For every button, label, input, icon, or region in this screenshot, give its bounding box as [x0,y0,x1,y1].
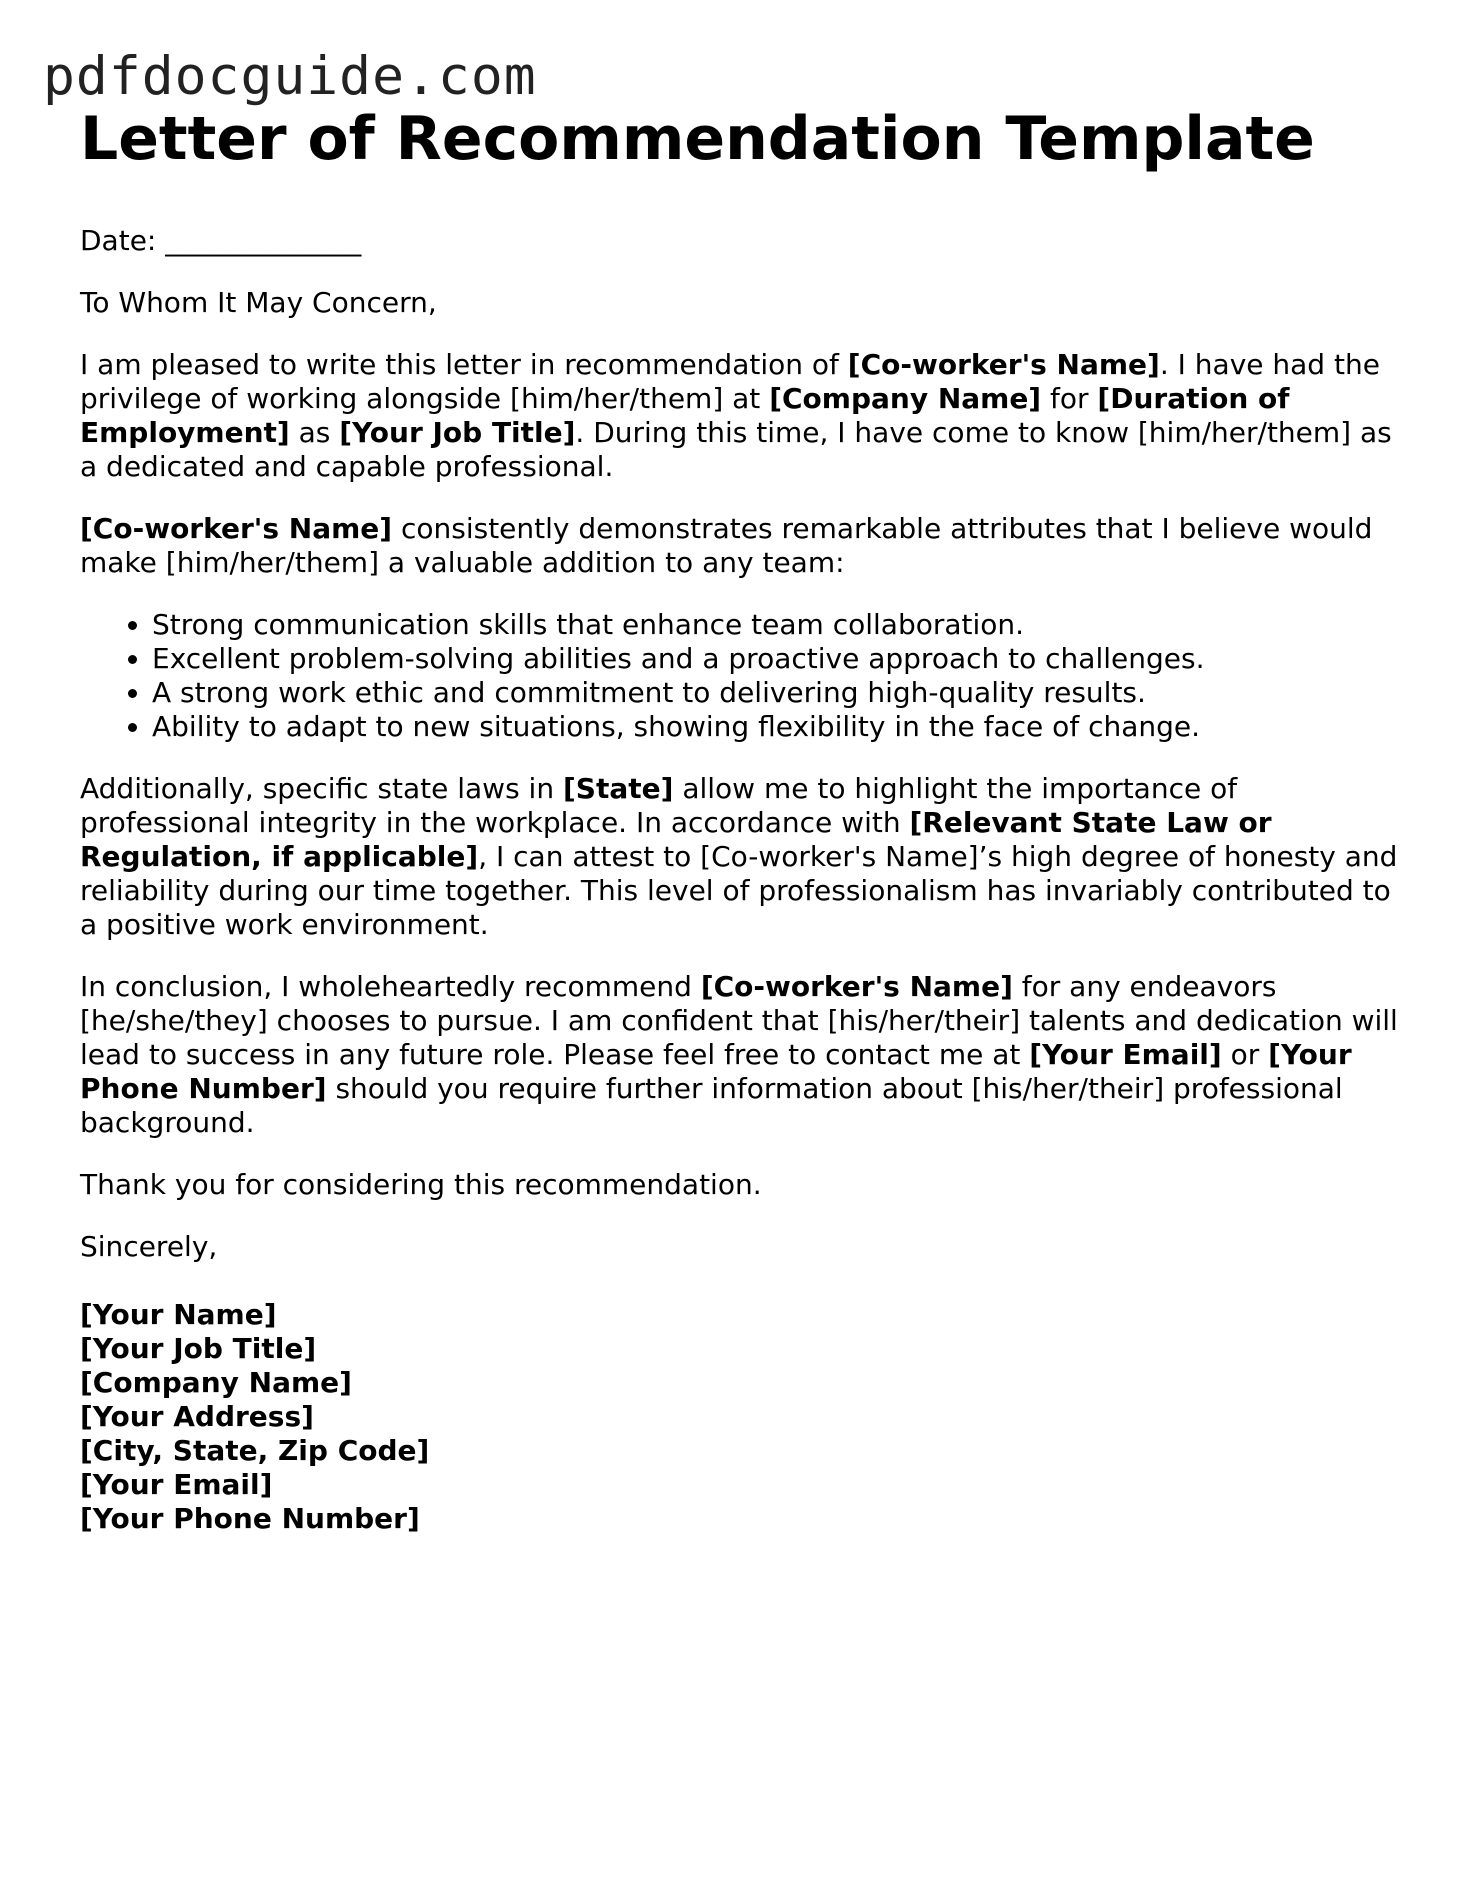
intro-text-1: I am pleased to write this letter in recommendation of [80,348,848,381]
list-item: • A strong work ethic and commitment to delivering high-quality results. [152,676,1400,710]
date-line: Date: ______________ [80,224,362,257]
state-law-paragraph [80,772,1400,942]
placeholder-job-title: [Your Job Title] [339,416,576,449]
site-watermark: pdfdocguide.com [43,46,537,107]
intro-text-2: . I have had the privilege of working alongside [him/her/them] at [80,348,1380,415]
intro-text-4: as [289,416,340,449]
state-law-text-2: allow me to highlight the importance of professional integrity in the workplace. In accordance with [80,772,1238,839]
conclusion-text-3: or [1221,1038,1269,1071]
signature-city-state-zip: [City, State, Zip Code] [80,1434,430,1467]
conclusion-paragraph [80,970,1400,1140]
conclusion-text-2: for any endeavors [he/she/they] chooses to pursue. I am confident that [his/her/their] talents and dedication will lead to success in any future role. Please feel free to contact me at [80,970,1398,1071]
signature-name: [Your Name] [80,1298,277,1331]
state-law-text-3: , I can attest to [Co-worker's Name]’s high degree of honesty and reliability during our time together. This level of professionalism has invariably contributed to a positive work environment. [80,840,1398,941]
placeholder-email: [Your Email] [1029,1038,1222,1071]
intro-paragraph [80,348,1400,484]
signature-email: [Your Email] [80,1468,273,1501]
attributes-list [80,608,1400,744]
placeholder-coworker-name: [Co-worker's Name] [80,512,393,545]
letter-document [80,98,1400,1536]
page-title: Letter of Recommendation Template [80,104,1315,174]
closing-line: Sincerely, [80,1230,218,1263]
signature-block [80,1298,1400,1536]
intro-text-3: for [1041,382,1098,415]
placeholder-phone: [Your Phone Number] [80,1038,1352,1105]
signature-company: [Company Name] [80,1366,352,1399]
signature-phone: [Your Phone Number] [80,1502,420,1535]
placeholder-coworker-name: [Co-worker's Name] [700,970,1013,1003]
list-item: • Ability to adapt to new situations, showing flexibility in the face of change. [152,710,1400,744]
placeholder-duration: [Duration of Employment] [80,382,1290,449]
placeholder-state-law: [Relevant State Law or Regulation, if applicable] [80,806,1272,873]
placeholder-company-name: [Company Name] [769,382,1042,415]
list-item: • Excellent problem-solving abilities and a proactive approach to challenges. [152,642,1400,676]
attributes-intro-paragraph [80,512,1400,580]
placeholder-state: [State] [563,772,674,805]
conclusion-text-4: should you require further information about [his/her/their] professional background. [80,1072,1343,1139]
thanks-line: Thank you for considering this recommendation. [80,1168,762,1201]
intro-text-5: . During this time, I have come to know [him/her/them] as a dedicated and capable professional. [80,416,1392,483]
salutation: To Whom It May Concern, [80,286,437,319]
attributes-intro-text: consistently demonstrates remarkable attributes that I believe would make [him/her/them] a valuable addition to any team: [80,512,1373,579]
conclusion-text-1: In conclusion, I wholeheartedly recommend [80,970,701,1003]
signature-job-title: [Your Job Title] [80,1332,317,1365]
signature-address: [Your Address] [80,1400,314,1433]
placeholder-coworker-name: [Co-worker's Name] [847,348,1160,381]
state-law-text-1: Additionally, specific state laws in [80,772,563,805]
list-item: • Strong communication skills that enhance team collaboration. [152,608,1400,642]
